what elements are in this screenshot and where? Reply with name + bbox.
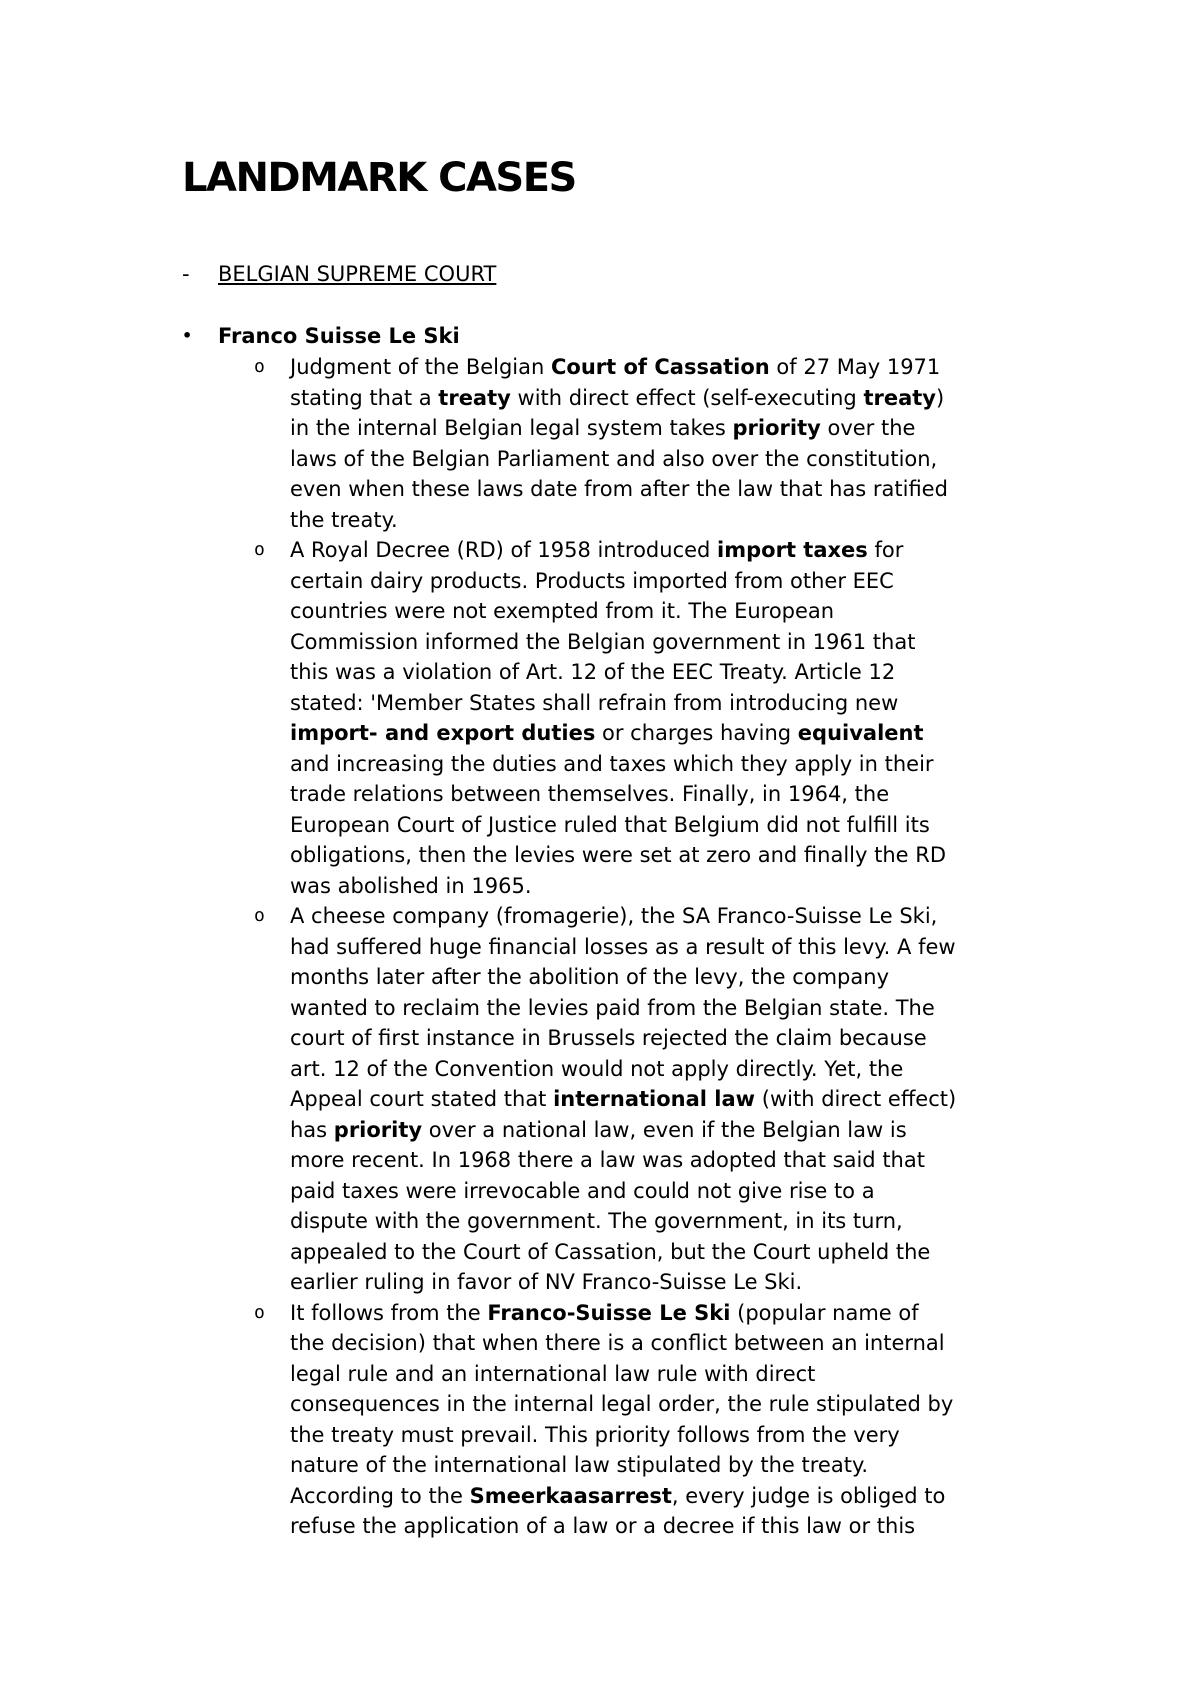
text-run: months later after the abolition of the levy, the company: [290, 965, 889, 989]
text-run: European Court of Justice ruled that Belgium did not fulfill its: [290, 812, 930, 837]
section-heading: [182, 258, 496, 290]
paragraph-line: [290, 596, 1094, 627]
bold-term: treaty: [438, 385, 511, 410]
text-run: more recent. In 1968 there a law was adopted that said that: [290, 1148, 925, 1172]
text-run: over a national law, even if the Belgian law is: [422, 1117, 907, 1142]
case-title: Franco Suisse Le Ski: [218, 324, 460, 348]
paragraph-line: [290, 1237, 1094, 1268]
bold-term: Court of Cassation: [551, 355, 770, 379]
text-run: nature of the international law stipulated by the treaty.: [290, 1453, 869, 1477]
paragraph-line: [290, 871, 1094, 902]
paragraph-line: [290, 1054, 1094, 1085]
text-run: this was a violation of Art. 12 of the EEC Treaty. Article 12: [290, 660, 896, 684]
paragraph-line: [290, 444, 1094, 475]
paragraph-line: [290, 1206, 1094, 1237]
paragraph-line: [290, 1481, 1094, 1512]
paragraph-line: [290, 1298, 1094, 1329]
paragraph-line: [290, 810, 1094, 841]
text-run: had suffered huge financial losses as a result of this levy. A few: [290, 934, 956, 959]
paragraph-line: [290, 1267, 1094, 1298]
bold-term: import- and export duties: [290, 721, 596, 745]
dash-marker: -: [182, 262, 190, 286]
text-run: (popular name of: [730, 1300, 919, 1325]
bold-term: equivalent: [797, 721, 924, 745]
text-run: According to the: [290, 1483, 470, 1508]
text-run: ): [935, 385, 945, 410]
paragraph-line: [290, 688, 1094, 719]
text-run: paid taxes were irrevocable and could not give rise to a: [290, 1178, 875, 1203]
text-run: obligations, then the levies were set at zero and finally the RD: [290, 843, 947, 867]
paragraph-line: [290, 1328, 1094, 1359]
paragraph-line: [290, 840, 1094, 871]
list-item: [254, 901, 1094, 1298]
bold-term: priority: [732, 416, 821, 440]
paragraph-line: [290, 993, 1094, 1024]
text-run: laws of the Belgian Parliament and also over the constitution,: [290, 446, 938, 471]
document-title: LANDMARK CASES: [182, 155, 576, 201]
paragraph-line: [290, 505, 1094, 536]
bold-term: international law: [553, 1087, 756, 1111]
paragraph-line: [290, 901, 1094, 932]
text-run: A cheese company (fromagerie), the SA Franco-Suisse Le Ski,: [290, 904, 938, 928]
case-heading: [182, 320, 460, 352]
text-run: the treaty.: [290, 507, 398, 532]
paragraph-line: [290, 1176, 1094, 1207]
text-run: It follows from the: [290, 1300, 488, 1325]
case-details-list: [254, 352, 1094, 1542]
text-run: of 27 May 1971: [769, 355, 941, 379]
text-run: countries were not exempted from it. The European: [290, 599, 835, 623]
bold-term: import taxes: [717, 538, 868, 562]
text-run: was abolished in 1965.: [290, 873, 532, 898]
text-run: , every judge is obliged to: [671, 1483, 946, 1508]
bold-term: Smeerkaasarrest: [469, 1483, 672, 1508]
paragraph-line: [290, 962, 1094, 993]
bold-term: Franco-Suisse Le Ski: [487, 1300, 731, 1325]
text-run: stated: 'Member States shall refrain from introducing new: [290, 690, 899, 715]
paragraph-line: [290, 718, 1094, 749]
paragraph-line: [290, 627, 1094, 658]
text-run: consequences in the internal legal order, the rule stipulated by: [290, 1392, 954, 1416]
circle-bullet-icon: o: [254, 905, 265, 926]
text-run: dispute with the government. The government, in its turn,: [290, 1209, 903, 1233]
paragraph-line: [290, 474, 1094, 505]
paragraph-line: [290, 413, 1094, 444]
text-run: court of first instance in Brussels rejected the claim because: [290, 1026, 927, 1050]
text-run: and increasing the duties and taxes which they apply in their: [290, 751, 934, 776]
paragraph-line: [290, 1420, 1094, 1451]
bold-term: treaty: [863, 385, 936, 410]
paragraph-line: [290, 1145, 1094, 1176]
list-item: [254, 1298, 1094, 1542]
list-item: [254, 352, 1094, 535]
text-run: with direct effect (self-executing: [510, 385, 864, 410]
paragraph-line: [290, 657, 1094, 688]
paragraph-line: [290, 352, 1094, 383]
circle-bullet-icon: o: [254, 539, 265, 560]
text-run: certain dairy products. Products imported from other EEC: [290, 568, 894, 593]
text-run: or charges having: [595, 721, 798, 745]
paragraph-line: [290, 1389, 1094, 1420]
text-run: stating that a: [290, 385, 439, 410]
text-run: the treaty must prevail. This priority follows from the very: [290, 1422, 900, 1447]
paragraph-line: [290, 1084, 1094, 1115]
paragraph-line: [290, 1115, 1094, 1146]
text-run: Judgment of the Belgian: [290, 355, 551, 379]
paragraph-line: [290, 1359, 1094, 1390]
paragraph-line: [290, 932, 1094, 963]
paragraph-line: [290, 1450, 1094, 1481]
list-item: [254, 535, 1094, 901]
text-run: over the: [820, 416, 916, 440]
text-run: refuse the application of a law or a decree if this law or this: [290, 1514, 916, 1538]
text-run: legal rule and an international law rule with direct: [290, 1361, 816, 1386]
text-run: appealed to the Court of Cassation, but the Court upheld the: [290, 1239, 931, 1264]
text-run: wanted to reclaim the levies paid from the Belgian state. The: [290, 995, 935, 1020]
text-run: for: [867, 538, 904, 562]
text-run: has: [290, 1117, 334, 1142]
text-run: (with direct effect): [755, 1087, 957, 1111]
text-run: even when these laws date from after the law that has ratified: [290, 477, 948, 501]
text-run: Commission informed the Belgian government in 1961 that: [290, 629, 916, 654]
paragraph-line: [290, 1511, 1094, 1542]
text-run: in the internal Belgian legal system takes: [290, 416, 733, 440]
paragraph-line: [290, 749, 1094, 780]
text-run: earlier ruling in favor of NV Franco-Suisse Le Ski.: [290, 1270, 803, 1294]
paragraph-line: [290, 383, 1094, 414]
circle-bullet-icon: o: [254, 356, 265, 377]
text-run: art. 12 of the Convention would not apply directly. Yet, the: [290, 1056, 904, 1081]
bold-term: priority: [333, 1117, 423, 1142]
text-run: A Royal Decree (RD) of 1958 introduced: [290, 538, 718, 562]
circle-bullet-icon: o: [254, 1301, 265, 1323]
paragraph-line: [290, 566, 1094, 597]
text-run: Appeal court stated that: [290, 1087, 554, 1111]
paragraph-line: [290, 1023, 1094, 1054]
text-run: trade relations between themselves. Finally, in 1964, the: [290, 782, 890, 806]
text-run: the decision) that when there is a conflict between an internal: [290, 1331, 945, 1355]
paragraph-line: [290, 779, 1094, 810]
bullet-icon: •: [182, 326, 193, 345]
paragraph-line: [290, 535, 1094, 566]
section-heading-text: BELGIAN SUPREME COURT: [218, 262, 497, 286]
